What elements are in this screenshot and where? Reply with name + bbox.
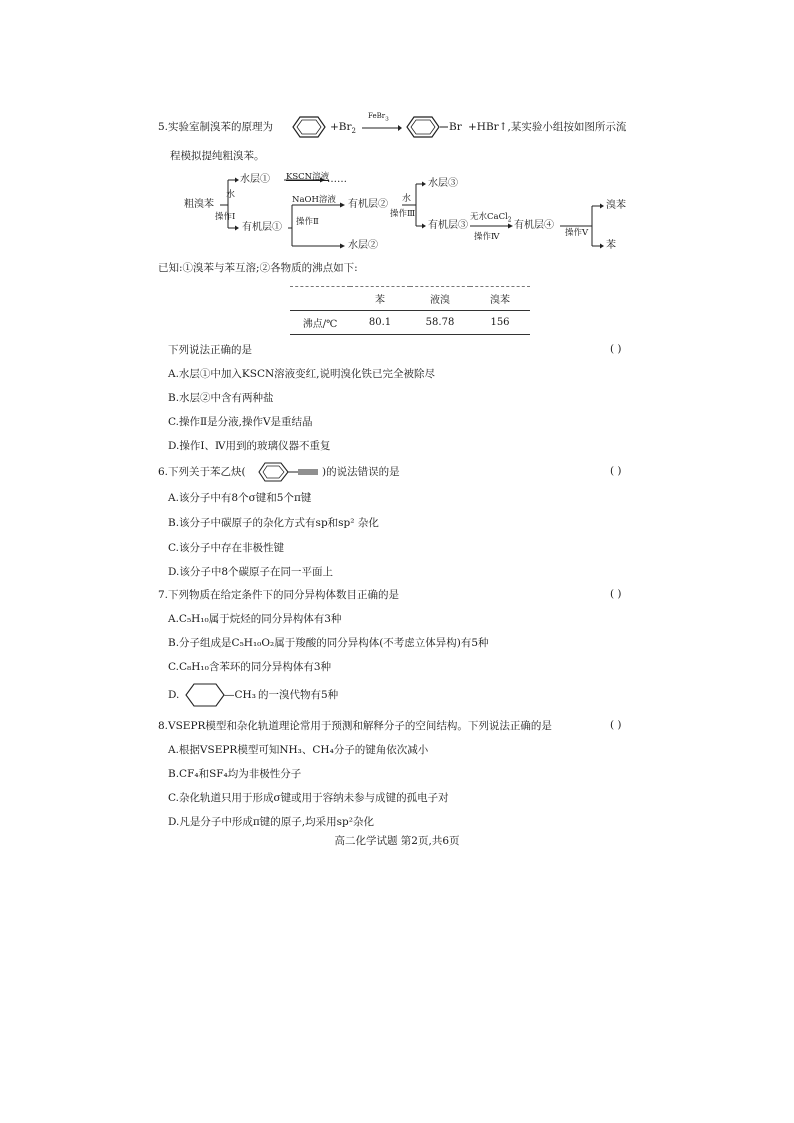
flow-op1: 操作Ⅰ	[215, 212, 236, 222]
q5-option-d: D.操作Ⅰ、Ⅳ用到的玻璃仪器不重复	[168, 440, 331, 452]
q8-stem: 8.VSEPR模型和杂化轨道理论常用于预测和解释分子的空间结构。下列说法正确的是	[158, 720, 552, 732]
flow-kscn: KSCN溶液	[286, 172, 330, 182]
benzene-ring-icon	[292, 116, 326, 138]
bromobenzene-ring-icon	[406, 116, 440, 138]
q7-option-a: A.C₅H₁₀属于烷烃的同分异构体有3种	[168, 613, 342, 625]
q8-answer-paren: ( )	[610, 719, 622, 731]
q8-option-d: D.凡是分子中形成π键的原子,均采用sp²杂化	[168, 816, 374, 828]
flow-op5: 操作Ⅴ	[565, 228, 589, 238]
q7-stem: 7.下列物质在给定条件下的同分异构体数目正确的是	[158, 589, 400, 601]
q5-stem-b: 程模拟提纯粗溴苯。	[170, 150, 265, 162]
table-cell: 80.1	[350, 311, 410, 335]
flow-org1: 有机层①	[242, 222, 282, 233]
q7-option-d-text: 的一溴代物有5种	[258, 689, 339, 701]
q5-reagent: $+Br_2$	[330, 121, 357, 136]
q7-option-d-label: D.	[168, 689, 180, 701]
boiling-point-table	[290, 286, 530, 335]
q6-option-b: B.该分子中碳原子的杂化方式有sp和sp² 杂化	[168, 517, 379, 529]
q5-catalyst: FeBr$_3$	[368, 112, 389, 123]
flow-aq2: 水层②	[348, 240, 378, 251]
q5-known: 已知:①溴苯与苯互溶;②各物质的沸点如下:	[158, 262, 358, 274]
bond-line	[440, 126, 448, 130]
phenylacetylene-structure-icon	[258, 462, 322, 482]
flow-naoh: NaOH溶液	[292, 195, 336, 205]
flow-bromobenzene: 溴苯	[606, 200, 626, 211]
flow-dots: ……	[327, 174, 347, 185]
flow-org2: 有机层②	[348, 199, 388, 210]
q6-stem-b: )的说法错误的是	[322, 466, 400, 478]
table-cell: 156	[470, 311, 530, 335]
q5-byproduct: +HBr↑,某实验小组按如图所示流	[468, 121, 627, 133]
table-row-label: 沸点/℃	[290, 311, 350, 335]
q5-product: Br	[449, 121, 462, 133]
q5-option-a: A.水层①中加入KSCN溶液变红,说明溴化铁已完全被除尽	[168, 368, 436, 380]
flow-water1: 水	[226, 190, 236, 200]
table-header-bromine: 液溴	[410, 287, 470, 311]
q5-stem-a: 5.实验室制溴苯的原理为	[158, 121, 274, 133]
flow-crude: 粗溴苯	[184, 199, 214, 210]
page-footer: 高二化学试题 第2页,共6页	[334, 835, 460, 847]
q5-ask: 下列说法正确的是	[168, 344, 252, 356]
flow-op3: 操作Ⅲ	[390, 209, 416, 219]
q8-option-b: B.CF₄和SF₄均为非极性分子	[168, 768, 302, 780]
table-corner	[290, 287, 350, 311]
methylcyclohexane-ring-icon	[185, 683, 225, 707]
q7-answer-paren: ( )	[610, 588, 622, 600]
table-cell: 58.78	[410, 311, 470, 335]
q5-option-c: C.操作Ⅱ是分液,操作Ⅴ是重结晶	[168, 416, 313, 428]
flow-op4: 操作Ⅳ	[474, 232, 500, 242]
flow-org3: 有机层③	[428, 220, 468, 231]
q7-option-c: C.C₈H₁₀含苯环的同分异构体有3种	[168, 661, 331, 673]
flow-op2: 操作Ⅱ	[296, 217, 319, 227]
flow-water3: 水	[402, 194, 412, 204]
q6-option-d: D.该分子中8个碳原子在同一平面上	[168, 566, 334, 578]
flow-org4: 有机层④	[514, 220, 554, 231]
reaction-arrow-icon	[362, 124, 402, 132]
flow-benzene: 苯	[606, 240, 616, 251]
q6-option-c: C.该分子中存在非极性键	[168, 542, 284, 554]
q6-answer-paren: ( )	[610, 465, 622, 477]
q8-option-a: A.根据VSEPR模型可知NH₃、CH₄分子的键角依次减小	[168, 744, 429, 756]
table-header-benzene: 苯	[350, 287, 410, 311]
q8-option-c: C.杂化轨道只用于形成σ键或用于容纳未参与成键的孤电子对	[168, 792, 449, 804]
q7-option-d-group: —CH₃	[224, 689, 256, 701]
q6-stem-a: 6.下列关于苯乙炔(	[158, 466, 246, 478]
flow-aq1: 水层①	[240, 174, 270, 185]
table-header-bromobenzene: 溴苯	[470, 287, 530, 311]
q5-option-b: B.水层②中含有两种盐	[168, 392, 274, 404]
flow-aq3: 水层③	[428, 178, 458, 189]
q7-option-b: B.分子组成是C₅H₁₀O₂属于羧酸的同分异构体(不考虑立体异构)有5种	[168, 637, 489, 649]
flow-cacl2: 无水CaCl$_2$	[470, 212, 512, 224]
q6-option-a: A.该分子中有8个σ键和5个π键	[168, 492, 312, 504]
q5-answer-paren: ( )	[610, 343, 622, 355]
